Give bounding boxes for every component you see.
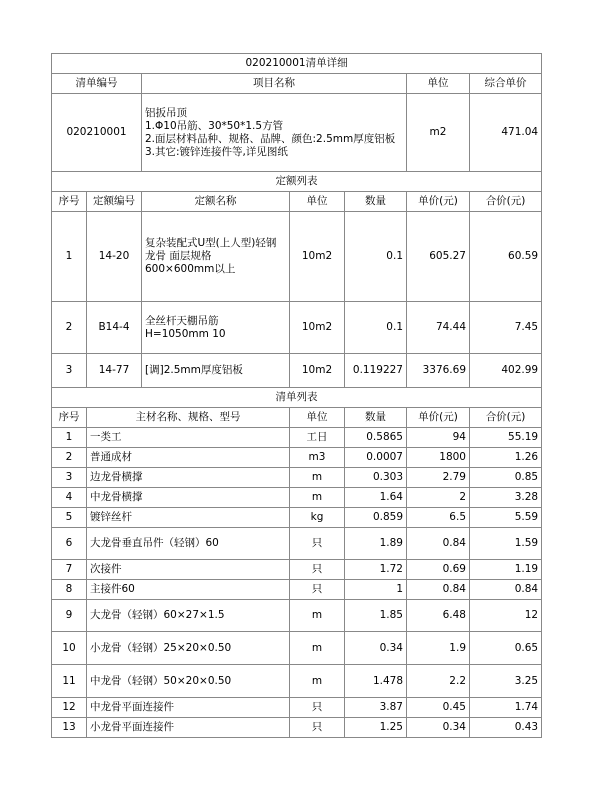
material-total: 1.59 bbox=[470, 528, 542, 560]
material-unit-price: 94 bbox=[407, 428, 470, 448]
quota-row bbox=[52, 302, 542, 354]
quota-header: 定额编号 bbox=[87, 192, 142, 212]
material-quantity: 0.5865 bbox=[345, 428, 407, 448]
material-row bbox=[52, 698, 542, 718]
materials-header: 主材名称、规格、型号 bbox=[87, 408, 290, 428]
material-unit: 只 bbox=[290, 698, 345, 718]
material-unit-price: 0.84 bbox=[407, 528, 470, 560]
material-row bbox=[52, 600, 542, 632]
materials-section-row bbox=[52, 388, 542, 408]
quota-total: 60.59 bbox=[470, 212, 542, 302]
material-row bbox=[52, 580, 542, 600]
material-name: 小龙骨平面连接件 bbox=[87, 718, 290, 738]
material-unit: 只 bbox=[290, 528, 345, 560]
materials-header: 合价(元) bbox=[470, 408, 542, 428]
material-row bbox=[52, 632, 542, 665]
material-quantity: 1.89 bbox=[345, 528, 407, 560]
material-name: 主接件60 bbox=[87, 580, 290, 600]
material-unit-price: 0.34 bbox=[407, 718, 470, 738]
quota-quantity: 0.119227 bbox=[345, 354, 407, 388]
material-quantity: 3.87 bbox=[345, 698, 407, 718]
title-row bbox=[52, 54, 542, 74]
material-total: 0.65 bbox=[470, 632, 542, 665]
bill-header-name: 项目名称 bbox=[142, 74, 407, 94]
material-index: 1 bbox=[52, 428, 87, 448]
material-index: 5 bbox=[52, 508, 87, 528]
quota-name: 全丝杆天棚吊筋 H=1050mm 10 bbox=[142, 302, 290, 354]
materials-header-row bbox=[52, 408, 542, 428]
bill-header-unit: 单位 bbox=[407, 74, 470, 94]
material-quantity: 0.34 bbox=[345, 632, 407, 665]
material-total: 55.19 bbox=[470, 428, 542, 448]
material-unit: m bbox=[290, 632, 345, 665]
quota-unit: 10m2 bbox=[290, 212, 345, 302]
material-total: 3.25 bbox=[470, 665, 542, 698]
quota-code: B14-4 bbox=[87, 302, 142, 354]
material-quantity: 1.72 bbox=[345, 560, 407, 580]
material-name: 镀锌丝杆 bbox=[87, 508, 290, 528]
material-total: 0.85 bbox=[470, 468, 542, 488]
quota-header: 序号 bbox=[52, 192, 87, 212]
bill-header-row bbox=[52, 74, 542, 94]
bill-code: 020210001 bbox=[52, 94, 142, 172]
materials-header: 数量 bbox=[345, 408, 407, 428]
material-name: 中龙骨平面连接件 bbox=[87, 698, 290, 718]
material-total: 1.74 bbox=[470, 698, 542, 718]
material-unit-price: 0.45 bbox=[407, 698, 470, 718]
quota-section-title: 定额列表 bbox=[52, 172, 542, 192]
material-unit: 只 bbox=[290, 718, 345, 738]
quota-name: [调]2.5mm厚度铝板 bbox=[142, 354, 290, 388]
quota-code: 14-20 bbox=[87, 212, 142, 302]
quota-unit: 10m2 bbox=[290, 354, 345, 388]
quota-index: 1 bbox=[52, 212, 87, 302]
material-name: 小龙骨（轻钢）25×20×0.50 bbox=[87, 632, 290, 665]
material-row bbox=[52, 508, 542, 528]
material-row bbox=[52, 448, 542, 468]
material-unit-price: 6.48 bbox=[407, 600, 470, 632]
quota-unit-price: 74.44 bbox=[407, 302, 470, 354]
material-row bbox=[52, 468, 542, 488]
quota-row bbox=[52, 212, 542, 302]
material-name: 普通成材 bbox=[87, 448, 290, 468]
material-name: 大龙骨（轻钢）60×27×1.5 bbox=[87, 600, 290, 632]
quota-code: 14-77 bbox=[87, 354, 142, 388]
quota-section-row bbox=[52, 172, 542, 192]
material-index: 7 bbox=[52, 560, 87, 580]
material-quantity: 1 bbox=[345, 580, 407, 600]
material-total: 3.28 bbox=[470, 488, 542, 508]
material-unit: m bbox=[290, 600, 345, 632]
material-index: 10 bbox=[52, 632, 87, 665]
bill-unit: m2 bbox=[407, 94, 470, 172]
material-index: 12 bbox=[52, 698, 87, 718]
material-total: 0.84 bbox=[470, 580, 542, 600]
quota-index: 2 bbox=[52, 302, 87, 354]
materials-section-title: 清单列表 bbox=[52, 388, 542, 408]
bill-row bbox=[52, 94, 542, 172]
quota-quantity: 0.1 bbox=[345, 212, 407, 302]
material-unit-price: 6.5 bbox=[407, 508, 470, 528]
material-unit: 工日 bbox=[290, 428, 345, 448]
material-quantity: 1.478 bbox=[345, 665, 407, 698]
material-index: 4 bbox=[52, 488, 87, 508]
materials-header: 单价(元) bbox=[407, 408, 470, 428]
material-total: 5.59 bbox=[470, 508, 542, 528]
bill-price: 471.04 bbox=[470, 94, 542, 172]
material-name: 次接件 bbox=[87, 560, 290, 580]
material-row bbox=[52, 718, 542, 738]
quota-header: 数量 bbox=[345, 192, 407, 212]
material-unit: kg bbox=[290, 508, 345, 528]
quota-header: 合价(元) bbox=[470, 192, 542, 212]
material-index: 13 bbox=[52, 718, 87, 738]
quota-total: 402.99 bbox=[470, 354, 542, 388]
material-unit: m bbox=[290, 665, 345, 698]
material-name: 大龙骨垂直吊件（轻钢）60 bbox=[87, 528, 290, 560]
quota-header: 单位 bbox=[290, 192, 345, 212]
material-index: 6 bbox=[52, 528, 87, 560]
quota-index: 3 bbox=[52, 354, 87, 388]
bill-header-price: 综合单价 bbox=[470, 74, 542, 94]
material-row bbox=[52, 428, 542, 448]
quota-name: 复杂装配式U型(上人型)轻钢 龙骨 面层规格 600×600mm以上 bbox=[142, 212, 290, 302]
material-unit: 只 bbox=[290, 580, 345, 600]
material-index: 3 bbox=[52, 468, 87, 488]
material-quantity: 0.0007 bbox=[345, 448, 407, 468]
material-row bbox=[52, 528, 542, 560]
material-unit-price: 1.9 bbox=[407, 632, 470, 665]
quota-unit-price: 605.27 bbox=[407, 212, 470, 302]
material-name: 一类工 bbox=[87, 428, 290, 448]
material-quantity: 1.64 bbox=[345, 488, 407, 508]
material-unit: m3 bbox=[290, 448, 345, 468]
sheet-title: 020210001清单详细 bbox=[52, 54, 542, 74]
material-total: 12 bbox=[470, 600, 542, 632]
material-index: 2 bbox=[52, 448, 87, 468]
material-row bbox=[52, 665, 542, 698]
material-quantity: 0.303 bbox=[345, 468, 407, 488]
bill-detail-table bbox=[51, 53, 542, 738]
materials-header: 序号 bbox=[52, 408, 87, 428]
quota-quantity: 0.1 bbox=[345, 302, 407, 354]
material-unit-price: 0.84 bbox=[407, 580, 470, 600]
quota-row bbox=[52, 354, 542, 388]
material-unit-price: 2 bbox=[407, 488, 470, 508]
material-unit-price: 2.79 bbox=[407, 468, 470, 488]
material-unit-price: 1800 bbox=[407, 448, 470, 468]
quota-header: 单价(元) bbox=[407, 192, 470, 212]
bill-name: 铝扳吊顶 1.Φ10吊筋、30*50*1.5方管 2.面层材料品种、规格、品牌、颜色:2.5mm厚度铝板 3.其它:镀锌连接件等,详见图纸 bbox=[142, 94, 407, 172]
quota-unit: 10m2 bbox=[290, 302, 345, 354]
material-unit: 只 bbox=[290, 560, 345, 580]
material-unit: m bbox=[290, 488, 345, 508]
material-index: 11 bbox=[52, 665, 87, 698]
material-row bbox=[52, 488, 542, 508]
material-name: 中龙骨横撑 bbox=[87, 488, 290, 508]
material-quantity: 1.85 bbox=[345, 600, 407, 632]
material-quantity: 0.859 bbox=[345, 508, 407, 528]
quota-header: 定额名称 bbox=[142, 192, 290, 212]
material-row bbox=[52, 560, 542, 580]
material-total: 1.26 bbox=[470, 448, 542, 468]
quota-unit-price: 3376.69 bbox=[407, 354, 470, 388]
bill-header-code: 清单编号 bbox=[52, 74, 142, 94]
material-quantity: 1.25 bbox=[345, 718, 407, 738]
material-name: 边龙骨横撑 bbox=[87, 468, 290, 488]
material-total: 1.19 bbox=[470, 560, 542, 580]
material-index: 9 bbox=[52, 600, 87, 632]
quota-total: 7.45 bbox=[470, 302, 542, 354]
materials-header: 单位 bbox=[290, 408, 345, 428]
material-unit-price: 0.69 bbox=[407, 560, 470, 580]
material-index: 8 bbox=[52, 580, 87, 600]
material-unit: m bbox=[290, 468, 345, 488]
material-name: 中龙骨（轻钢）50×20×0.50 bbox=[87, 665, 290, 698]
material-total: 0.43 bbox=[470, 718, 542, 738]
quota-header-row bbox=[52, 192, 542, 212]
material-unit-price: 2.2 bbox=[407, 665, 470, 698]
